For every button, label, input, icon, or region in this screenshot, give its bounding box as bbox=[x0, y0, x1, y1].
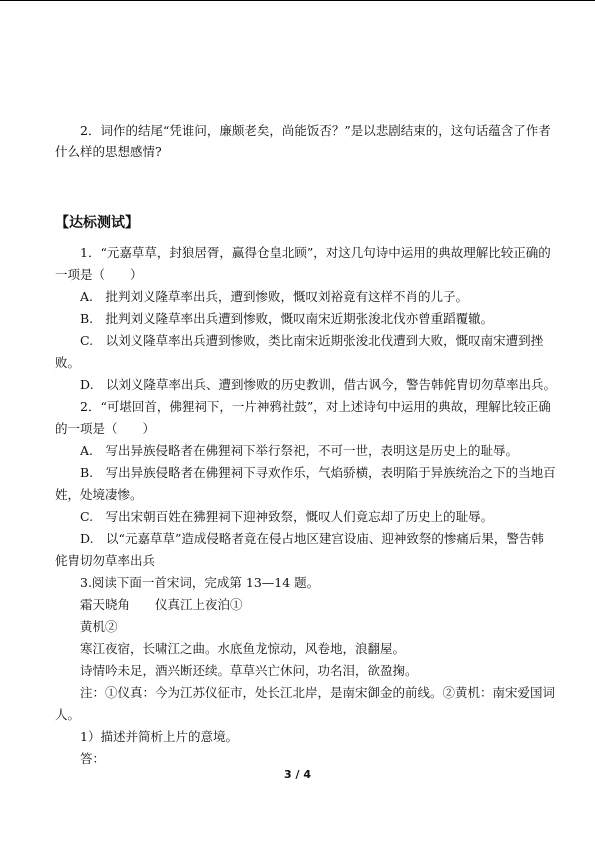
section-title: 【达标测试】 bbox=[55, 215, 139, 231]
q2-option-c: C. 写出宋朝百姓在狒狸祠下迎神致祭，慨叹人们竟忘却了历史上的耻辱。 bbox=[80, 509, 494, 524]
poem-author: 黄机② bbox=[80, 619, 118, 634]
q2-stem-line2: 的一项是（ ） bbox=[55, 421, 156, 436]
page-top-border bbox=[0, 0, 595, 1]
page-number: 3 / 4 bbox=[284, 768, 311, 781]
q1-option-c-line1: C. 以刘义隆草率出兵遭到惨败，类比南宋近期张浚北伐遭到大败，慨叹南宋遭到挫 bbox=[80, 333, 544, 348]
poem-line-1: 寒江夜宿，长啸江之曲。水底鱼龙惊动，风卷地，浪翻屋。 bbox=[80, 641, 406, 656]
q2-option-b-line2: 姓，处境凄惨。 bbox=[55, 487, 143, 502]
q2-option-a: A. 写出异族侵略者在佛狸祠下举行祭祀，不可一世，表明这是历史上的耻辱。 bbox=[80, 443, 519, 458]
q1-stem-line1: 1．“元嘉草草，封狼居胥，赢得仓皇北顾”，对这几句诗中运用的典故理解比较正确的 bbox=[80, 245, 551, 260]
q2-prompt-line1: 2．词作的结尾“凭谁问，廉颇老矣，尚能饭否？”是以悲剧结束的，这句话蕴含了作者 bbox=[80, 123, 551, 138]
q2-option-d-line2: 侂胄切勿草率出兵 bbox=[55, 553, 156, 568]
q1-stem-line2: 一项是（ ） bbox=[55, 267, 143, 282]
q1-option-d: D. 以刘义隆草率出兵、遭到惨败的历史教训，借古讽今，警告韩侂胄切勿草率出兵。 bbox=[80, 377, 557, 392]
q1-option-a: A. 批判刘义隆草率出兵，遭到惨败，慨叹刘裕竟有这样不肖的儿子。 bbox=[80, 289, 469, 304]
q2-option-b-line1: B. 写出异族侵略者在佛狸祠下寻欢作乐，气焰骄横，表明陷于异族统治之下的当地百 bbox=[80, 465, 556, 480]
answer-label: 答： bbox=[80, 751, 106, 766]
q1-option-b: B. 批判刘义隆草率出兵遭到惨败，慨叹南宋近期张浚北伐亦曾重蹈覆辙。 bbox=[80, 311, 494, 326]
q3-subquestion-1: 1）描述并简析上片的意境。 bbox=[80, 729, 238, 744]
q2-option-d-line1: D. 以“元嘉草草”造成侵略者竟在侵占地区建宫设庙、迎神致祭的惨痛后果，警告韩 bbox=[80, 531, 544, 546]
poem-note-line1: 注：①仪真：今为江苏仪征市，处长江北岸，是南宋御金的前线。②黄机：南宋爱国词 bbox=[80, 685, 556, 700]
poem-note-line2: 人。 bbox=[55, 707, 81, 722]
q3-intro: 3.阅读下面一首宋词，完成第 13—14 题。 bbox=[80, 575, 320, 590]
poem-line-2: 诗情吟未足，酒兴断还续。草草兴亡休问，功名泪，欲盈掬。 bbox=[80, 663, 418, 678]
q2-stem-line1: 2．“可堪回首，佛狸祠下，一片神鸦社鼓”，对上述诗句中运用的典故，理解比较正确 bbox=[80, 399, 551, 414]
poem-title: 霜天晓角 仪真江上夜泊① bbox=[80, 597, 243, 612]
q1-option-c-line2: 败。 bbox=[55, 355, 81, 370]
q2-prompt-line2: 什么样的思想感情? bbox=[55, 144, 162, 159]
